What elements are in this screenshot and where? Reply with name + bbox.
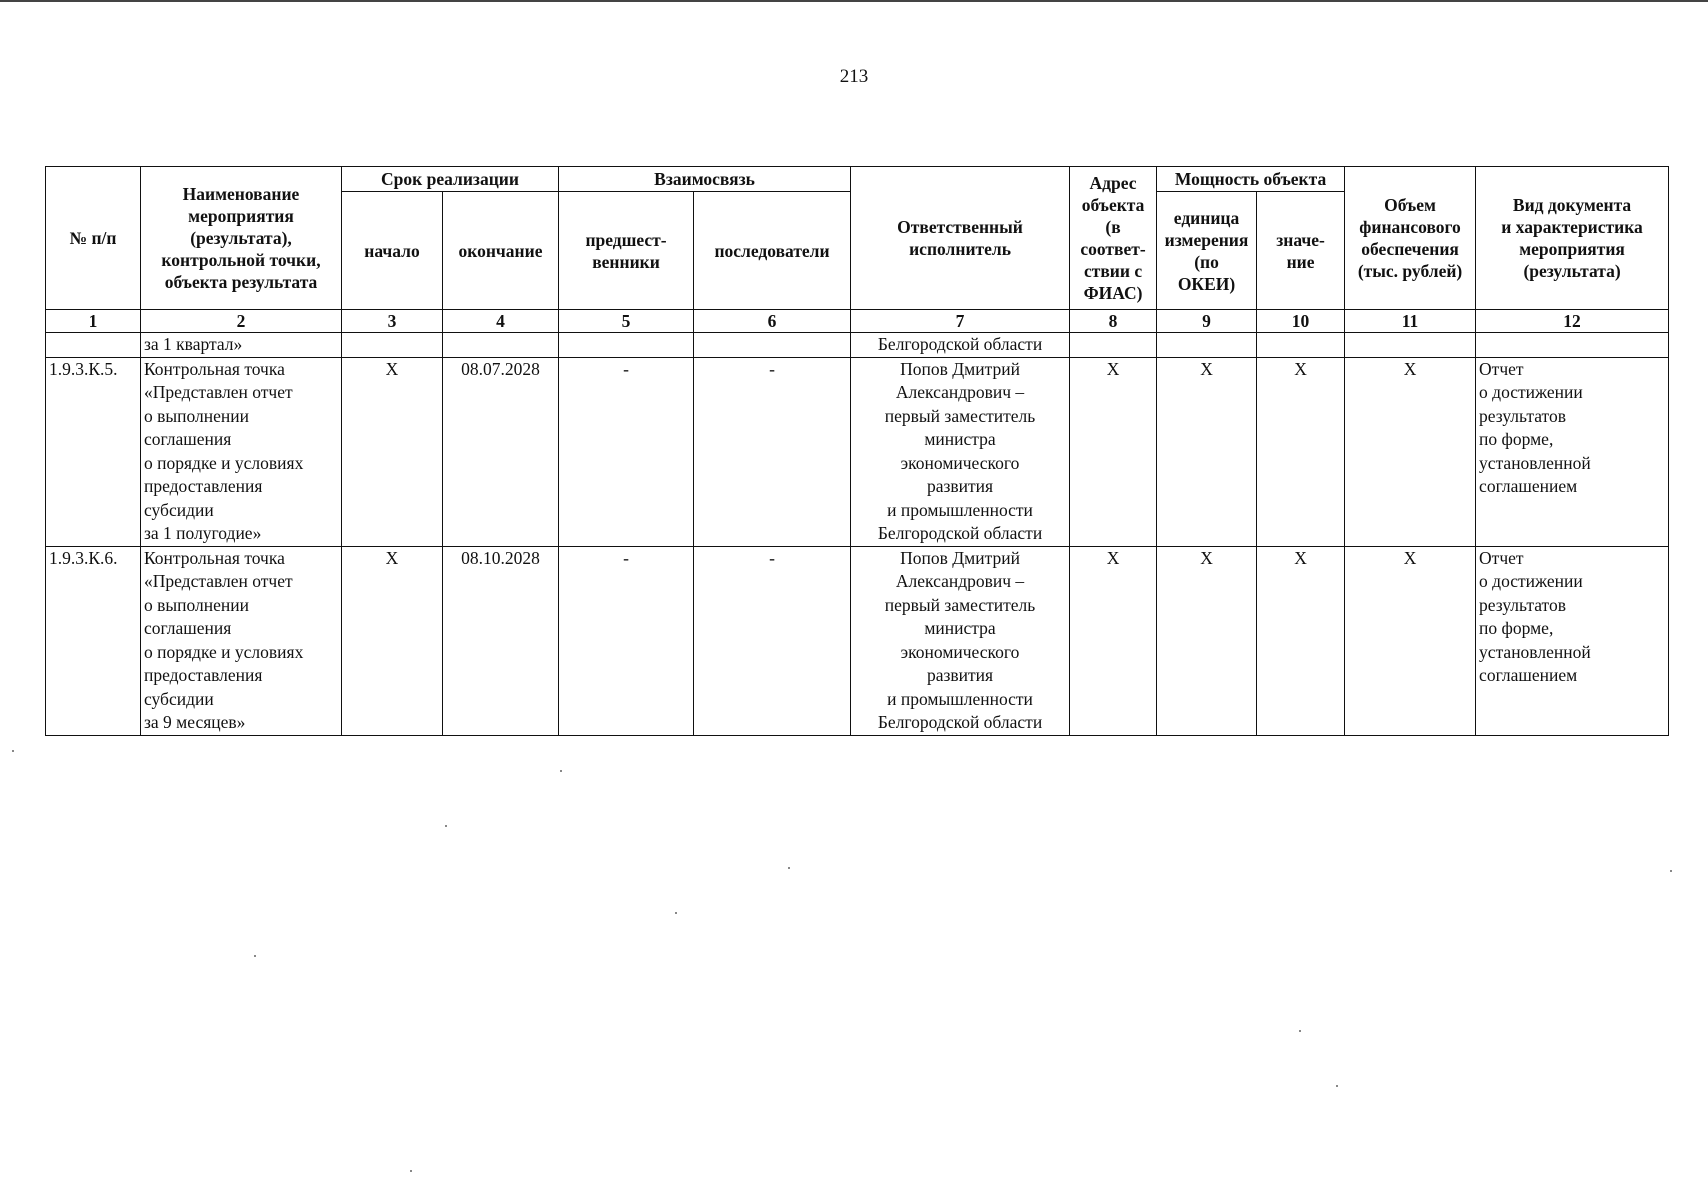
scan-speck [1670,870,1672,872]
scan-edge-line [0,0,1708,2]
row-value: X [1257,357,1345,546]
row-start: X [342,357,443,546]
column-number: 1 [46,310,141,333]
header-link-pred: предшест- венники [559,192,694,310]
header-term-start: начало [342,192,443,310]
scan-speck [675,912,677,914]
scan-speck [560,770,562,772]
row-succ: - [694,357,851,546]
scan-speck [1299,1030,1301,1032]
column-number: 5 [559,310,694,333]
row-value: X [1257,546,1345,735]
column-number: 8 [1070,310,1157,333]
row-pred: - [559,546,694,735]
column-number: 11 [1345,310,1476,333]
header-address: Адрес объекта (в соответ- ствии с ФИАС) [1070,167,1157,310]
row-document: Отчет о достижении результатов по форме, установленной соглашением [1476,546,1669,735]
header-capacity-unit: единица измерения (по ОКЕИ) [1157,192,1257,310]
scan-speck [788,867,790,869]
scan-speck [445,825,447,827]
row-pred: - [559,357,694,546]
plan-table [45,166,1669,736]
header-term-group: Срок реализации [342,167,559,192]
header-finance: Объем финансового обеспечения (тыс. рублей) [1345,167,1476,310]
column-number: 7 [851,310,1070,333]
row-succ: - [694,546,851,735]
column-number: 4 [443,310,559,333]
column-number: 6 [694,310,851,333]
row-name: Контрольная точка «Представлен отчет о выполнении соглашения о порядке и условиях предоставления субсидии за 9 месяцев» [141,546,342,735]
row-responsible: Попов Дмитрий Александрович – первый заместитель министра экономического развития и промышленности Белгородской области [851,546,1070,735]
column-number: 10 [1257,310,1345,333]
scan-speck [410,1170,412,1172]
row-num: 1.9.3.К.6. [46,546,141,735]
continuation-responsible: Белгородской области [851,333,1070,358]
scan-speck [1336,1085,1338,1087]
header-term-end: окончание [443,192,559,310]
header-capacity-group: Мощность объекта [1157,167,1345,192]
header-link-succ: последователи [694,192,851,310]
table-row [46,546,1669,735]
header-num: № п/п [46,167,141,310]
row-address: X [1070,546,1157,735]
row-unit: X [1157,357,1257,546]
row-document: Отчет о достижении результатов по форме, установленной соглашением [1476,357,1669,546]
header-responsible: Ответственный исполнитель [851,167,1070,310]
row-unit: X [1157,546,1257,735]
continuation-row [46,333,1669,358]
row-name: Контрольная точка «Представлен отчет о выполнении соглашения о порядке и условиях предоставления субсидии за 1 полугодие» [141,357,342,546]
scan-speck [254,955,256,957]
column-number: 3 [342,310,443,333]
header-document: Вид документа и характеристика мероприятия (результата) [1476,167,1669,310]
page-number: 213 [839,66,869,87]
row-address: X [1070,357,1157,546]
row-responsible: Попов Дмитрий Александрович – первый заместитель министра экономического развития и промышленности Белгородской области [851,357,1070,546]
column-number: 12 [1476,310,1669,333]
column-number: 9 [1157,310,1257,333]
row-end: 08.07.2028 [443,357,559,546]
row-num: 1.9.3.К.5. [46,357,141,546]
row-finance: X [1345,546,1476,735]
header-capacity-value: значе- ние [1257,192,1345,310]
table-row [46,357,1669,546]
header-link-group: Взаимосвязь [559,167,851,192]
row-start: X [342,546,443,735]
row-end: 08.10.2028 [443,546,559,735]
row-finance: X [1345,357,1476,546]
continuation-name: за 1 квартал» [141,333,342,358]
header-name: Наименование мероприятия (результата), контрольной точки, объекта результата [141,167,342,310]
column-number: 2 [141,310,342,333]
scan-speck [12,750,14,752]
